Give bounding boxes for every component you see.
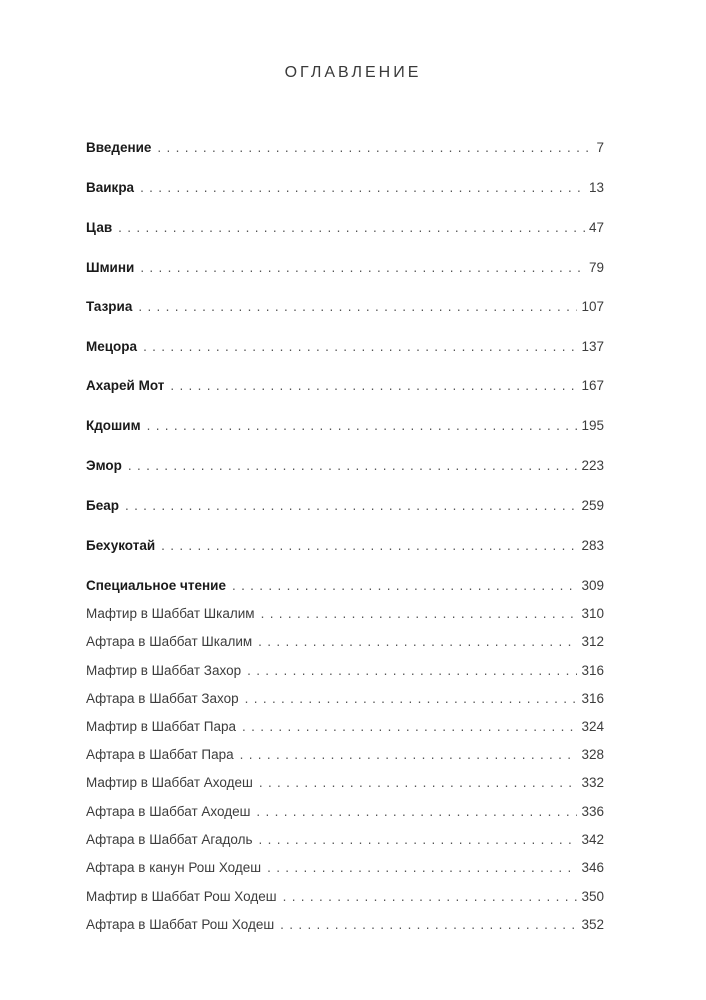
toc-entry-title: Афтара в Шаббат Захор xyxy=(86,691,239,706)
toc-entry-page: 312 xyxy=(581,634,604,649)
toc-entry-page: 259 xyxy=(581,498,604,513)
toc-entry-page: 309 xyxy=(581,578,604,593)
toc-entry[interactable] xyxy=(86,661,604,681)
dot-leader xyxy=(157,138,592,158)
toc-entry-title: Мафтир в Шаббат Захор xyxy=(86,663,242,678)
toc-entry-title: Афтара в Шаббат Пара xyxy=(86,747,234,762)
dot-leader xyxy=(259,773,578,793)
toc-entry[interactable] xyxy=(86,915,604,935)
toc-entry-page: 324 xyxy=(581,719,604,734)
dot-leader xyxy=(161,536,577,556)
toc-entry-page: 350 xyxy=(581,889,604,904)
toc-entry[interactable] xyxy=(86,802,604,822)
toc-entry[interactable] xyxy=(86,258,604,278)
toc-entry-title: Афтара в Шаббат Шкалим xyxy=(86,634,253,649)
toc-entry[interactable] xyxy=(86,830,604,850)
toc-entry-page: 316 xyxy=(581,691,604,706)
toc-entry-page: 332 xyxy=(581,775,604,790)
toc-entry[interactable] xyxy=(86,887,604,907)
toc-entry[interactable] xyxy=(86,138,604,158)
toc-entry[interactable] xyxy=(86,337,604,357)
dot-leader xyxy=(170,376,577,396)
toc-entry-title: Кдошим xyxy=(86,418,141,433)
dot-leader xyxy=(140,258,585,278)
toc-entry-title: Специальное чтение xyxy=(86,578,226,593)
toc-entry-title: Цав xyxy=(86,220,113,235)
toc-entry-page: 342 xyxy=(581,832,604,847)
toc-entry-page: 352 xyxy=(581,917,604,932)
toc-entry-title: Мафтир в Шаббат Шкалим xyxy=(86,606,255,621)
dot-leader xyxy=(267,858,577,878)
toc-entry-title: Афтара в Шаббат Аходеш xyxy=(86,804,251,819)
dot-leader xyxy=(143,337,577,357)
toc-entry[interactable] xyxy=(86,689,604,709)
toc-entry-title: Ахарей Мот xyxy=(86,378,165,393)
dot-leader xyxy=(245,689,578,709)
toc-entry[interactable] xyxy=(86,456,604,476)
toc-entry-title: Беар xyxy=(86,498,119,513)
toc-entry[interactable] xyxy=(86,178,604,198)
dot-leader xyxy=(118,218,585,238)
toc-entry[interactable] xyxy=(86,376,604,396)
toc-entry-title: Введение xyxy=(86,140,152,155)
toc-entry[interactable] xyxy=(86,416,604,436)
toc-entry[interactable] xyxy=(86,218,604,238)
dot-leader xyxy=(258,632,577,652)
page-title: ОГЛАВЛЕНИЕ xyxy=(284,64,422,81)
toc-entry-title: Шмини xyxy=(86,260,135,275)
toc-entry-title: Мафтир в Шаббат Рош Ходеш xyxy=(86,889,277,904)
dot-leader xyxy=(138,297,577,317)
toc-entry-page: 47 xyxy=(588,220,604,235)
dot-leader xyxy=(283,887,578,907)
toc-entry-page: 223 xyxy=(581,458,604,473)
toc-entry-title: Ваикра xyxy=(86,180,135,195)
toc-entry-page: 79 xyxy=(588,260,604,275)
toc-entry-page: 137 xyxy=(581,339,604,354)
toc-entry[interactable] xyxy=(86,496,604,516)
dot-leader xyxy=(232,576,577,596)
toc-entry[interactable] xyxy=(86,632,604,652)
dot-leader xyxy=(259,830,578,850)
dot-leader xyxy=(125,496,578,516)
toc-entry-page: 336 xyxy=(581,804,604,819)
toc-entry-page: 283 xyxy=(581,538,604,553)
dot-leader xyxy=(242,717,577,737)
toc-entry-page: 316 xyxy=(581,663,604,678)
toc-entry-title: Мафтир в Шаббат Аходеш xyxy=(86,775,253,790)
toc-entry[interactable] xyxy=(86,297,604,317)
dot-leader xyxy=(247,661,577,681)
dot-leader xyxy=(140,178,585,198)
toc-entry-page: 167 xyxy=(581,378,604,393)
toc-entry[interactable] xyxy=(86,717,604,737)
dot-leader xyxy=(147,416,578,436)
toc-entry-page: 7 xyxy=(596,140,604,155)
toc-entry-title: Тазриа xyxy=(86,299,133,314)
toc-entry[interactable] xyxy=(86,576,604,596)
toc-entry[interactable] xyxy=(86,745,604,765)
toc-entry-page: 328 xyxy=(581,747,604,762)
toc-entry-title: Эмор xyxy=(86,458,122,473)
dot-leader xyxy=(128,456,578,476)
toc-entry-title: Мафтир в Шаббат Пара xyxy=(86,719,237,734)
toc-entry-page: 107 xyxy=(581,299,604,314)
toc-entry[interactable] xyxy=(86,536,604,556)
toc-entry-title: Афтара в Шаббат Агадоль xyxy=(86,832,253,847)
toc-entry-title: Афтара в канун Рош Ходеш xyxy=(86,860,262,875)
toc-entry[interactable] xyxy=(86,773,604,793)
dot-leader xyxy=(256,802,577,822)
toc-entry[interactable] xyxy=(86,604,604,624)
toc-entry[interactable] xyxy=(86,858,604,878)
toc-entry-title: Бехукотай xyxy=(86,538,156,553)
dot-leader xyxy=(280,915,577,935)
toc-entry-title: Афтара в Шаббат Рош Ходеш xyxy=(86,917,275,932)
toc-entry-page: 310 xyxy=(581,606,604,621)
toc-entry-page: 13 xyxy=(588,180,604,195)
dot-leader xyxy=(261,604,578,624)
toc-entry-page: 346 xyxy=(581,860,604,875)
dot-leader xyxy=(240,745,578,765)
toc-entry-page: 195 xyxy=(581,418,604,433)
toc-entry-title: Мецора xyxy=(86,339,138,354)
